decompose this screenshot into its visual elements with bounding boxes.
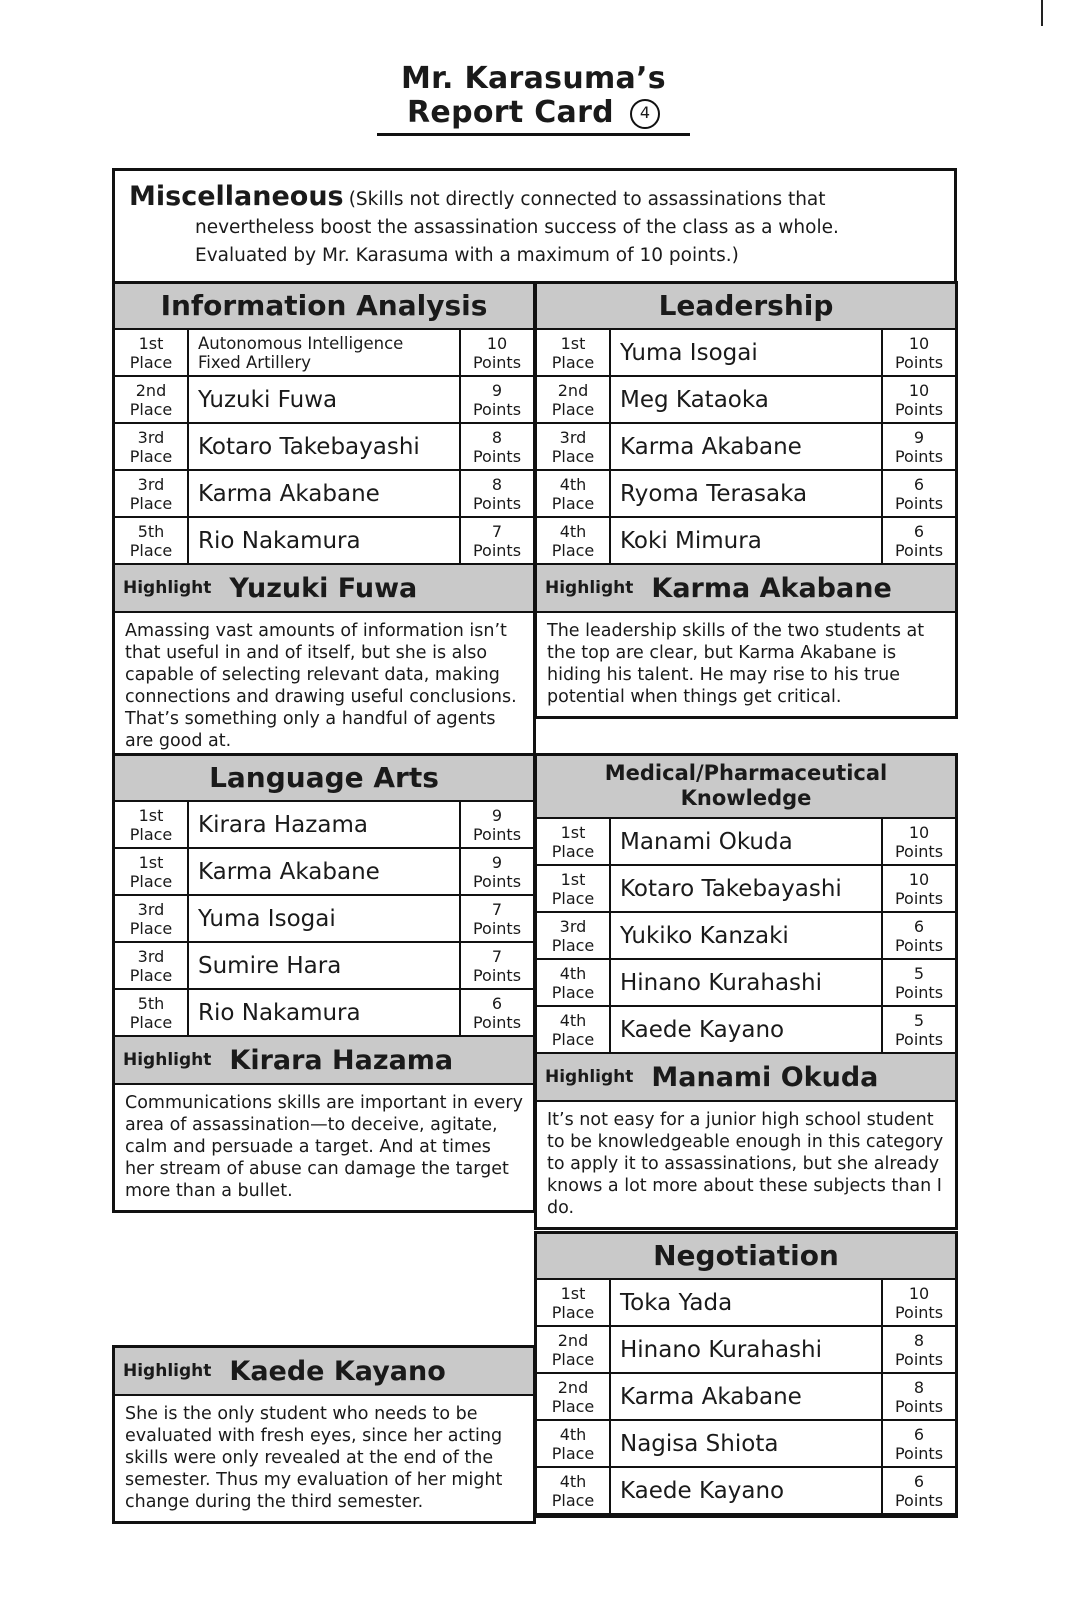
- points-cell: [883, 471, 955, 516]
- rank-cell: [115, 518, 189, 563]
- rank-cell: [537, 471, 611, 516]
- student-name: Nagisa Shiota: [611, 1421, 883, 1466]
- points-value: 6: [913, 917, 925, 936]
- points-cell: [883, 866, 955, 911]
- rank-ordinal: 4th: [559, 522, 587, 541]
- category-title: Negotiation: [537, 1234, 955, 1280]
- rank-cell: [537, 866, 611, 911]
- points-value: 10: [908, 334, 930, 353]
- rank-ordinal: 2nd: [557, 1378, 589, 1397]
- highlight-row: [115, 565, 533, 613]
- rank-ordinal: 3rd: [137, 900, 165, 919]
- points-cell: [461, 990, 533, 1035]
- table-row: [115, 990, 533, 1037]
- category-medical-pharmaceutical-knowledge: [534, 753, 958, 1230]
- student-name: Hinano Kurahashi: [611, 1327, 883, 1372]
- highlight-comment: Communications skills are important in every area of assassination—to deceive, agitate, calm and persuade a target. And at times her stream of abuse can damage the target more than a bullet.: [125, 1093, 523, 1201]
- points-value: 6: [491, 994, 503, 1013]
- category-information-analysis: [112, 281, 536, 763]
- points-value: 8: [491, 475, 503, 494]
- student-name: Yukiko Kanzaki: [611, 913, 883, 958]
- category-title: Information Analysis: [115, 284, 533, 330]
- rank-word: Place: [129, 966, 173, 985]
- points-label: Points: [472, 447, 522, 466]
- highlight-comment: Amassing vast amounts of information isn’t that useful in and of itself, but she is also capable of selecting relevant data, making connections and drawing useful conclusions. That’s something only a handful of agents are good at.: [125, 621, 517, 751]
- points-cell: [461, 849, 533, 894]
- table-row: [537, 866, 955, 913]
- rank-word: Place: [129, 541, 173, 560]
- points-value: 10: [486, 334, 508, 353]
- table-row: [115, 896, 533, 943]
- rank-ordinal: 4th: [559, 1425, 587, 1444]
- standalone-highlight-kaede-kayano: [112, 1345, 536, 1524]
- rank-ordinal: 3rd: [137, 428, 165, 447]
- rank-word: Place: [129, 872, 173, 891]
- student-name: Yuma Isogai: [611, 330, 883, 375]
- highlight-student-name: Karma Akabane: [651, 572, 892, 604]
- student-name: Karma Akabane: [189, 471, 461, 516]
- student-name: Kotaro Takebayashi: [189, 424, 461, 469]
- points-label: Points: [894, 1303, 944, 1322]
- table-row: [537, 424, 955, 471]
- rank-word: Place: [129, 494, 173, 513]
- rank-cell: [115, 471, 189, 516]
- points-value: 7: [491, 947, 503, 966]
- points-value: 6: [913, 522, 925, 541]
- rank-ordinal: 4th: [559, 1472, 587, 1491]
- points-label: Points: [894, 353, 944, 372]
- title-line-1: Mr. Karasuma’s: [401, 61, 666, 96]
- student-name: Ryoma Terasaka: [611, 471, 883, 516]
- student-name: Hinano Kurahashi: [611, 960, 883, 1005]
- points-value: 10: [908, 1284, 930, 1303]
- miscellaneous-desc-line-2: nevertheless boost the assassination success of the class as a whole.: [195, 217, 839, 238]
- points-value: 9: [491, 381, 503, 400]
- points-label: Points: [472, 825, 522, 844]
- title-underline: [377, 133, 690, 136]
- rank-ordinal: 1st: [138, 853, 164, 872]
- rank-ordinal: 3rd: [559, 917, 587, 936]
- rank-word: Place: [551, 1303, 595, 1322]
- points-cell: [883, 819, 955, 864]
- table-row: [537, 819, 955, 866]
- points-label: Points: [894, 447, 944, 466]
- rank-cell: [537, 1468, 611, 1513]
- table-row: [537, 1007, 955, 1054]
- category-leadership: [534, 281, 958, 719]
- table-row: [537, 1374, 955, 1421]
- points-label: Points: [894, 936, 944, 955]
- points-value: 7: [491, 522, 503, 541]
- points-value: 9: [491, 853, 503, 872]
- rank-word: Place: [551, 400, 595, 419]
- table-row: [115, 849, 533, 896]
- points-cell: [461, 802, 533, 847]
- table-row: [115, 802, 533, 849]
- rank-word: Place: [551, 1397, 595, 1416]
- student-name: Kirara Hazama: [189, 802, 461, 847]
- student-name: Kaede Kayano: [611, 1007, 883, 1052]
- student-name: Manami Okuda: [611, 819, 883, 864]
- category-language-arts: [112, 753, 536, 1213]
- points-value: 9: [913, 428, 925, 447]
- rank-word: Place: [129, 447, 173, 466]
- rank-cell: [537, 1421, 611, 1466]
- points-label: Points: [472, 494, 522, 513]
- rank-word: Place: [551, 1491, 595, 1510]
- category-title: Medical/Pharmaceutical Knowledge: [537, 756, 955, 819]
- points-cell: [883, 960, 955, 1005]
- rank-ordinal: 1st: [560, 1284, 586, 1303]
- points-value: 9: [491, 806, 503, 825]
- rank-word: Place: [551, 983, 595, 1002]
- points-cell: [461, 943, 533, 988]
- points-value: 10: [908, 823, 930, 842]
- student-name: Karma Akabane: [611, 1374, 883, 1419]
- rank-cell: [537, 424, 611, 469]
- rank-ordinal: 5th: [137, 522, 165, 541]
- points-value: 5: [913, 1011, 925, 1030]
- rank-ordinal: 1st: [138, 806, 164, 825]
- points-label: Points: [894, 400, 944, 419]
- rank-ordinal: 3rd: [137, 947, 165, 966]
- rank-ordinal: 4th: [559, 964, 587, 983]
- rank-cell: [537, 913, 611, 958]
- points-label: Points: [472, 353, 522, 372]
- points-value: 6: [913, 1425, 925, 1444]
- highlight-row: [537, 565, 955, 613]
- rank-cell: [115, 990, 189, 1035]
- table-row: [537, 1468, 955, 1515]
- rank-ordinal: 2nd: [557, 381, 589, 400]
- points-label: Points: [472, 400, 522, 419]
- points-label: Points: [472, 1013, 522, 1032]
- table-row: [537, 1280, 955, 1327]
- page-title: [0, 62, 1067, 134]
- points-label: Points: [894, 1030, 944, 1049]
- rank-cell: [537, 518, 611, 563]
- table-row: [115, 471, 533, 518]
- rank-ordinal: 1st: [560, 870, 586, 889]
- rank-word: Place: [551, 494, 595, 513]
- rank-word: Place: [551, 1350, 595, 1369]
- points-label: Points: [472, 919, 522, 938]
- points-label: Points: [894, 494, 944, 513]
- rank-cell: [115, 802, 189, 847]
- points-cell: [883, 1280, 955, 1325]
- rank-cell: [115, 896, 189, 941]
- highlight-row: [537, 1054, 955, 1102]
- rank-cell: [115, 943, 189, 988]
- rank-ordinal: 1st: [138, 334, 164, 353]
- table-row: [115, 377, 533, 424]
- points-label: Points: [894, 1444, 944, 1463]
- points-cell: [461, 471, 533, 516]
- rank-cell: [537, 377, 611, 422]
- points-cell: [883, 913, 955, 958]
- rank-word: Place: [551, 353, 595, 372]
- table-row: [115, 943, 533, 990]
- student-name: Toka Yada: [611, 1280, 883, 1325]
- page-number-badge: 4: [630, 99, 660, 129]
- table-row: [537, 960, 955, 1007]
- points-cell: [461, 330, 533, 375]
- points-label: Points: [894, 842, 944, 861]
- category-title: Leadership: [537, 284, 955, 330]
- table-row: [115, 424, 533, 471]
- highlight-label: Highlight: [545, 1067, 634, 1087]
- student-name: Sumire Hara: [189, 943, 461, 988]
- points-value: 5: [913, 964, 925, 983]
- rank-word: Place: [129, 1013, 173, 1032]
- rank-ordinal: 4th: [559, 1011, 587, 1030]
- points-cell: [883, 518, 955, 563]
- miscellaneous-desc-line-1: (Skills not directly connected to assassinations that: [348, 189, 826, 210]
- rank-cell: [115, 424, 189, 469]
- category-title: Language Arts: [115, 756, 533, 802]
- student-name: Yuma Isogai: [189, 896, 461, 941]
- points-cell: [883, 377, 955, 422]
- student-name: Karma Akabane: [189, 849, 461, 894]
- highlight-label: Highlight: [123, 1050, 212, 1070]
- points-cell: [883, 1468, 955, 1513]
- highlight-label: Highlight: [545, 578, 634, 598]
- miscellaneous-description-box: [112, 168, 957, 285]
- rank-word: Place: [551, 936, 595, 955]
- rank-word: Place: [551, 447, 595, 466]
- points-label: Points: [472, 872, 522, 891]
- rank-word: Place: [551, 842, 595, 861]
- highlight-label: Highlight: [123, 578, 212, 598]
- page-corner-mark: [1041, 0, 1043, 26]
- highlight-student-name: Kaede Kayano: [229, 1355, 446, 1387]
- rank-cell: [537, 1327, 611, 1372]
- miscellaneous-desc-line-3: Evaluated by Mr. Karasuma with a maximum of 10 points.): [195, 245, 739, 266]
- points-label: Points: [894, 1491, 944, 1510]
- rank-word: Place: [551, 889, 595, 908]
- student-name: Autonomous Intelligence Fixed Artillery: [189, 330, 461, 375]
- rank-cell: [537, 819, 611, 864]
- points-label: Points: [472, 966, 522, 985]
- student-name: Meg Kataoka: [611, 377, 883, 422]
- points-cell: [461, 377, 533, 422]
- rank-ordinal: 1st: [560, 823, 586, 842]
- rank-word: Place: [129, 400, 173, 419]
- rank-word: Place: [551, 541, 595, 560]
- title-line-2: Report Card: [407, 95, 614, 130]
- table-row: [115, 518, 533, 565]
- rank-ordinal: 4th: [559, 475, 587, 494]
- rank-ordinal: 2nd: [135, 381, 167, 400]
- student-name: Rio Nakamura: [189, 518, 461, 563]
- points-cell: [883, 424, 955, 469]
- points-label: Points: [894, 1397, 944, 1416]
- student-name: Yuzuki Fuwa: [189, 377, 461, 422]
- rank-cell: [537, 330, 611, 375]
- rank-cell: [115, 377, 189, 422]
- points-label: Points: [472, 541, 522, 560]
- points-value: 6: [913, 1472, 925, 1491]
- student-name: Karma Akabane: [611, 424, 883, 469]
- table-row: [537, 471, 955, 518]
- category-negotiation: [534, 1231, 958, 1518]
- rank-word: Place: [129, 353, 173, 372]
- rank-ordinal: 5th: [137, 994, 165, 1013]
- rank-cell: [537, 1280, 611, 1325]
- highlight-student-name: Yuzuki Fuwa: [229, 572, 418, 604]
- rank-ordinal: 1st: [560, 334, 586, 353]
- rank-cell: [537, 1374, 611, 1419]
- rank-word: Place: [129, 825, 173, 844]
- highlight-row: [115, 1348, 533, 1396]
- table-row: [537, 1421, 955, 1468]
- table-row: [537, 518, 955, 565]
- points-value: 7: [491, 900, 503, 919]
- student-name: Kaede Kayano: [611, 1468, 883, 1513]
- highlight-student-name: Kirara Hazama: [229, 1044, 454, 1076]
- rank-ordinal: 2nd: [557, 1331, 589, 1350]
- rank-cell: [115, 849, 189, 894]
- highlight-label: Highlight: [123, 1361, 212, 1381]
- points-label: Points: [894, 1350, 944, 1369]
- rank-word: Place: [129, 919, 173, 938]
- points-value: 6: [913, 475, 925, 494]
- rank-word: Place: [551, 1030, 595, 1049]
- table-row: [537, 913, 955, 960]
- table-row: [537, 377, 955, 424]
- points-cell: [883, 1327, 955, 1372]
- points-cell: [883, 1421, 955, 1466]
- student-name: Koki Mimura: [611, 518, 883, 563]
- points-value: 8: [491, 428, 503, 447]
- points-cell: [461, 518, 533, 563]
- rank-ordinal: 3rd: [559, 428, 587, 447]
- rank-cell: [537, 960, 611, 1005]
- highlight-comment: She is the only student who needs to be evaluated with fresh eyes, since her acting skills were only revealed at the end of the semester. Thus my evaluation of her might change during the third semester.: [125, 1404, 503, 1512]
- points-cell: [461, 424, 533, 469]
- highlight-comment: The leadership skills of the two students at the top are clear, but Karma Akabane is hiding his talent. He may rise to his true potential when things get critical.: [547, 621, 925, 707]
- table-row: [537, 330, 955, 377]
- points-value: 10: [908, 381, 930, 400]
- points-value: 8: [913, 1378, 925, 1397]
- table-row: [537, 1327, 955, 1374]
- highlight-row: [115, 1037, 533, 1085]
- points-label: Points: [894, 541, 944, 560]
- points-label: Points: [894, 983, 944, 1002]
- points-cell: [883, 1007, 955, 1052]
- highlight-student-name: Manami Okuda: [651, 1061, 879, 1093]
- miscellaneous-heading: Miscellaneous: [129, 181, 344, 212]
- rank-ordinal: 3rd: [137, 475, 165, 494]
- rank-cell: [537, 1007, 611, 1052]
- student-name: Rio Nakamura: [189, 990, 461, 1035]
- points-value: 8: [913, 1331, 925, 1350]
- points-label: Points: [894, 889, 944, 908]
- highlight-comment: It’s not easy for a junior high school student to be knowledgeable enough in this category to apply it to assassinations, but she already knows a lot more about these subjects than I do.: [547, 1110, 944, 1218]
- table-row: [115, 330, 533, 377]
- points-cell: [883, 330, 955, 375]
- points-cell: [883, 1374, 955, 1419]
- student-name: Kotaro Takebayashi: [611, 866, 883, 911]
- rank-cell: [115, 330, 189, 375]
- rank-word: Place: [551, 1444, 595, 1463]
- points-value: 10: [908, 870, 930, 889]
- points-cell: [461, 896, 533, 941]
